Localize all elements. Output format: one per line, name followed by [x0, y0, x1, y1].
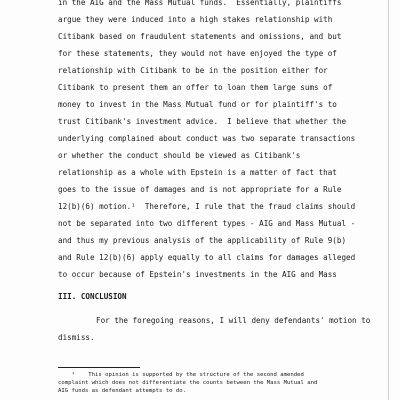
- page-edge-divider: [388, 0, 389, 400]
- text-line: Citibank to present them an offer to loan them large sums of: [58, 83, 333, 92]
- text-line: money to invest in the Mass Mutual fund or for plaintiff's to: [58, 100, 337, 109]
- text-line: and Rule 12(b)(6) apply equally to all claims for damages alleged: [58, 253, 356, 262]
- text-line: underlying complained about conduct was two separate transactions: [58, 134, 356, 143]
- text-line: relationship with Citibank to be in the position either for: [58, 66, 328, 75]
- text-line: 12(b)(6) motion.¹ Therefore, I rule that the fraud claims should: [58, 202, 356, 211]
- footnote-line: AIG funds as defendant attempts to do.: [58, 388, 186, 394]
- text-line: trust Citibank's investment advice. I believe that whether the: [58, 117, 347, 126]
- text-line: dismiss.: [58, 333, 95, 342]
- text-line: For the foregoing reasons, I will deny defendants' motion to: [96, 316, 371, 325]
- text-line: in the AIG and the Mass Mutual funds. Essentially, plaintiffs: [58, 0, 342, 7]
- text-line: goes to the issue of damages and is not appropriate for a Rule: [58, 185, 342, 194]
- text-line: relationship as a whole with Epstein is a matter of fact that: [58, 168, 337, 177]
- text-line: not be separated into two different types - AIG and Mass Mutual -: [58, 219, 356, 228]
- text-line: argue they were induced into a high stakes relationship with: [58, 15, 333, 24]
- footnote-line: ¹ This opinion is supported by the structure of the second amended: [58, 372, 304, 378]
- footnote-line: complaint which does not differentiate the counts between the Mass Mutual and: [58, 380, 318, 386]
- text-line: or whether the conduct should be viewed as Citibank's: [58, 151, 301, 160]
- footnote-divider: [58, 367, 140, 368]
- section-heading: III. CONCLUSION: [58, 292, 127, 301]
- text-line: for these statements, they would not have enjoyed the type of: [58, 49, 337, 58]
- text-line: to occur because of Epstein's investments in the AIG and Mass: [58, 270, 337, 279]
- text-line: and thus my previous analysis of the applicability of Rule 9(b): [58, 236, 347, 245]
- text-line: Citibank based on fraudulent statements and omissions, and but: [58, 32, 342, 41]
